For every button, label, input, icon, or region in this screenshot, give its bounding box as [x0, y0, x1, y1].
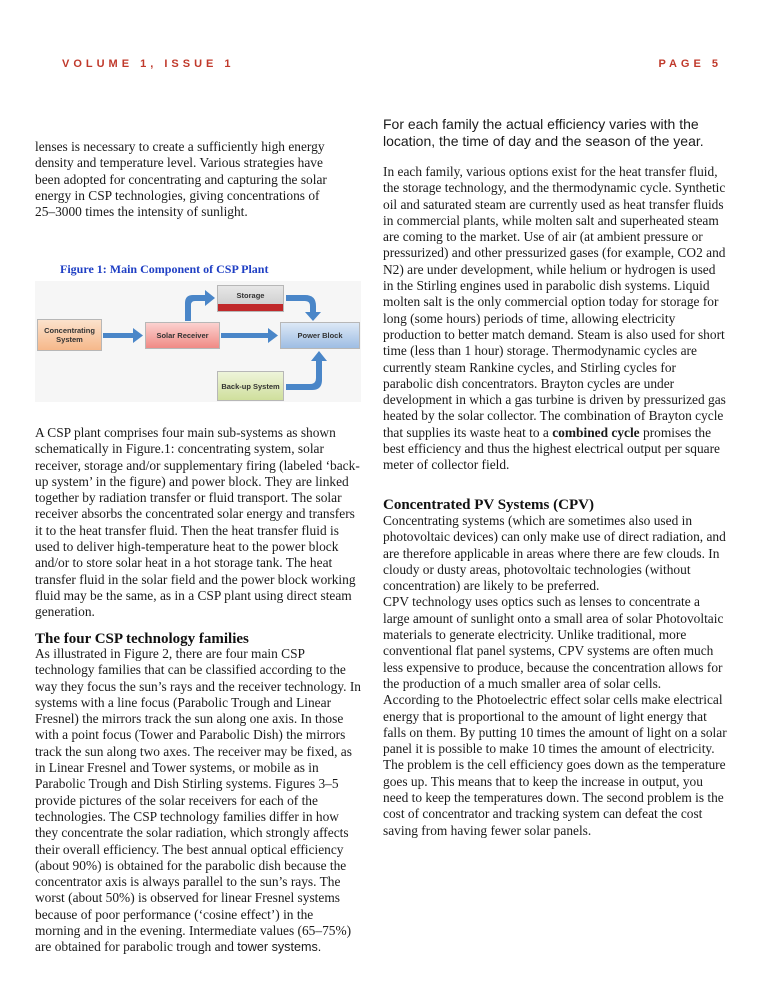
backup-system-box: Back-up System [217, 371, 284, 401]
arrow-backup-to-power [286, 351, 327, 390]
arrow-receiver-to-power [221, 328, 278, 343]
efficiency-variation-paragraph: For each family the actual efficiency varies with the location, the time of day and the season of the year. [383, 116, 704, 149]
storage-box [217, 285, 284, 312]
storage-label: Storage [236, 291, 265, 300]
csp-plant-diagram [35, 281, 361, 402]
csp-subsystems-paragraph: A CSP plant comprises four main sub-systems as shown schematically in Figure.1: concentrating system, solar receiver, storage and/or supplementary firing (labeled ‘back-up system’ in the figure) and power block. They are linked together by radiation transfer or fluid transport. The solar receiver absorbs the concentrated solar energy and transfers it to the heat transfer fluid. Then the heat transfer fluid is used to deliver high-temperature heat to the power block and/or to store solar heat in a hot storage tank. The heat transfer fluid in the solar field and the power block working fluid may be the same, as in a CSP plant using direct steam generation. [35, 425, 360, 620]
arrow-receiver-to-storage [185, 290, 215, 321]
arrow-conc-to-receiver [103, 328, 143, 343]
concentrating-system-box: Concentrating System [37, 319, 102, 351]
volume-issue-header: VOLUME 1, ISSUE 1 [62, 58, 235, 70]
families-paragraph [35, 646, 361, 956]
solar-receiver-box: Solar Receiver [145, 322, 220, 349]
families-tail: tower systems. [237, 940, 322, 955]
family-options-paragraph [383, 164, 728, 474]
families-heading: The four CSP technology families [35, 631, 249, 647]
page-number-header: PAGE 5 [658, 58, 722, 70]
storage-red-bar [218, 304, 283, 311]
intro-paragraph: lenses is necessary to create a sufficiently high energy density and temperature level. Various strategies have been adopted for concentrating and capturing the solar energy in CSP technologies, giving concentrations of 25–3000 times the intensity of sunlight. [35, 139, 327, 220]
cpv-heading: Concentrated PV Systems (CPV) [383, 497, 594, 513]
power-block-box: Power Block [280, 322, 360, 349]
arrow-storage-to-power [286, 295, 321, 321]
combined-cycle-bold: combined cycle [552, 424, 640, 440]
families-text: As illustrated in Figure 2, there are four main CSP technology families that can be classified according to the way they focus the sun’s rays and the receiver technology. In systems with a line focus (Parabolic Trough and Linear Fresnel) the mirrors track the sun along one axis. In those with a point focus (Tower and Parabolic Dish) the mirrors track the sun along two axes. The receiver may be fixed, as in Linear Fresnel and Tower systems, or mobile as in Parabolic Trough and Dish Stirling systems. Figures 3–5 provide pictures of the solar receivers for each of the technologies. The CSP technology families differ in how they concentrate the solar radiation, which strongly affects their overall efficiency. The best annual optical efficiency (about 90%) is obtained for the parabolic dish because the concentrator axis is always parallel to the sun’s rays. The worst (about 50%) is observed for linear Fresnel systems because of poor performance (‘cosine effect’) in the morning and in the evening. Intermediate values (65–75%) are obtained for parabolic trough and [35, 646, 361, 955]
cpv-paragraph-1: Concentrating systems (which are sometimes also used in photovoltaic devices) can only make use of direct radiation, and are therefore applicable in areas where there are few clouds. In cloudy or dusty areas, photovoltaic technologies (without concentration) are likely to be preferred. [383, 513, 726, 594]
family-options-text: In each family, various options exist for the heat transfer fluid, the storage technology, and the thermodynamic cycle. Synthetic oil and saturated steam are currently used as heat transfer fluids in commercial plants, while molten salt and superheated steam are coming to the market. Use of air (at ambient pressure or pressurized) and other pressurized gases (for example, CO2 and N2) are under development, while helium or hydrogen is used in the Stirling engines used in parabolic dish systems. Liquid molten salt is the only commercial option today for storage for long (some hours) periods of time, allowing electricity production to better match demand. Steam is also used for short time (less than 1 hour) storage. Thermodynamic cycles are currently steam Rankine cycles, and Stirling cycles for parabolic dish concentrators. Brayton cycles are under development in which a gas turbine is driven by pressurized gas heated by the solar collector. The combination of Brayton cycle that supplies its waste heat to a [383, 164, 726, 440]
family-options-text-end: promises the best efficiency and thus the highest electrical output per square meter of collector field. [383, 424, 721, 473]
cpv-section [383, 513, 728, 839]
cpv-paragraph-2: CPV technology uses optics such as lenses to concentrate a large amount of sunlight onto a small area of solar Photovoltaic materials to generate electricity. Unlike traditional, more conventional flat panel systems, CPV systems are often much less expensive to produce, because the concentration allows for the production of a much smaller area of solar cells. [383, 594, 724, 691]
figure-title: Figure 1: Main Component of CSP Plant [60, 262, 269, 276]
cpv-paragraph-3: According to the Photoelectric effect solar cells make electrical energy that is proportional to the amount of light energy that falls on them. By putting 10 times the amount of light on a solar panel it is possible to make 10 times the amount of electricity. The problem is the cell efficiency goes down as the temperature goes up. This means that to keep the increase in output, you need to keep the temperatures down. The second problem is the cost of concentrator and tracking system can defeat the cost saving from having fewer solar panels. [383, 692, 727, 838]
